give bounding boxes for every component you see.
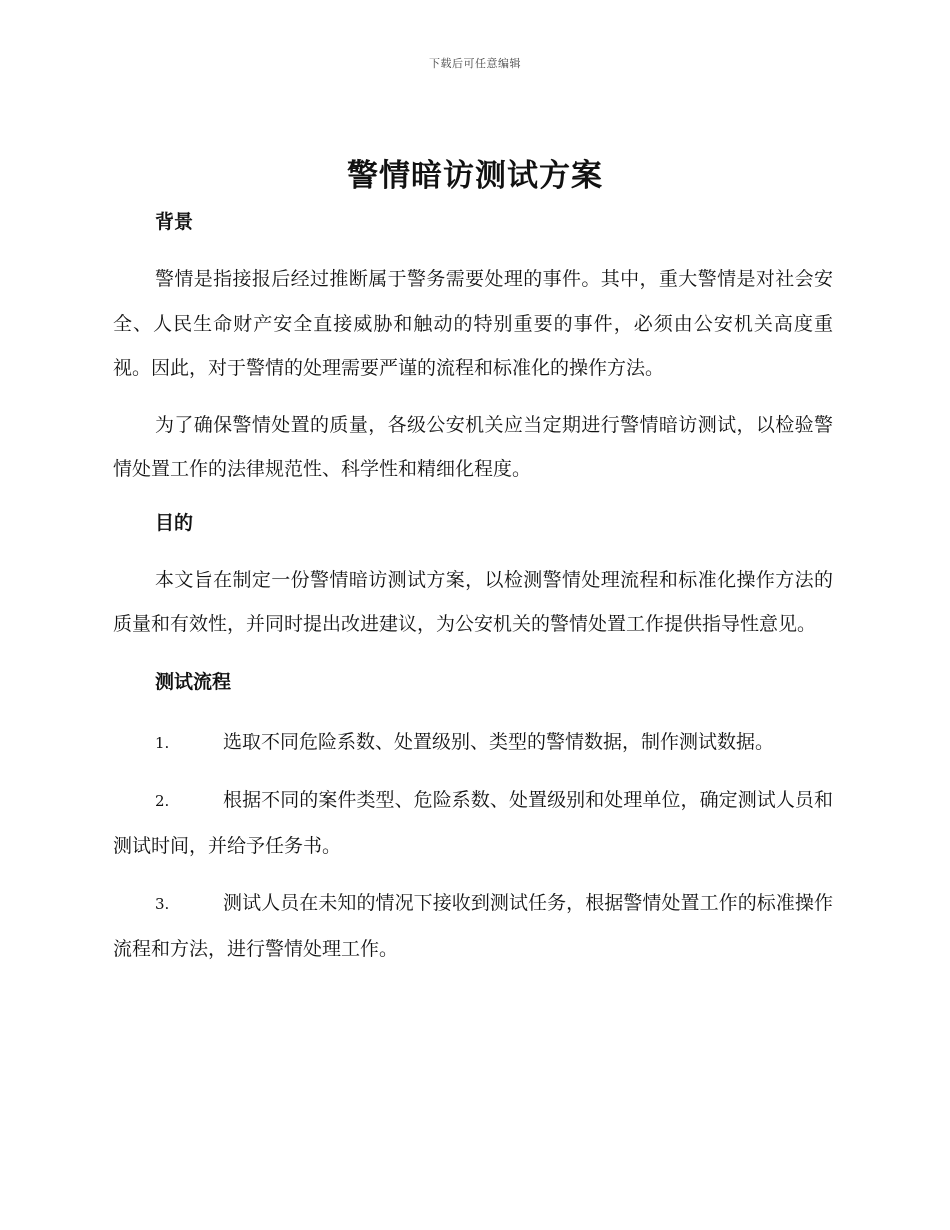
paragraph: 警情是指接报后经过推断属于警务需要处理的事件。其中，重大警情是对社会安全、人民生命财产安全直接威胁和触动的特别重要的事件，必须由公安机关高度重视。因此，对于警情的处理需要严谨的流程和标准化的操作方法。 (113, 268, 833, 379)
section-heading-background: 背景 (155, 211, 194, 233)
list-item-number: 3. (155, 894, 170, 913)
list-item (113, 720, 833, 766)
running-header: 下载后可任意编辑 (429, 57, 521, 70)
paragraph: 本文旨在制定一份警情暗访测试方案，以检测警情处理流程和标准化操作方法的质量和有效性，并同时提出改进建议，为公安机关的警情处置工作提供指导性意见。 (113, 568, 833, 635)
list-item-text: 测试人员在未知的情况下接收到测试任务，根据警情处置工作的标准操作流程和方法，进行警情处理工作。 (113, 891, 833, 960)
list-item-text: 根据不同的案件类型、危险系数、处置级别和处理单位，确定测试人员和测试时间，并给予任务书。 (113, 788, 833, 857)
paragraph: 为了确保警情处置的质量，各级公安机关应当定期进行警情暗访测试，以检验警情处置工作的法律规范性、科学性和精细化程度。 (113, 413, 833, 480)
document-body (113, 205, 833, 972)
document-title: 警情暗访测试方案 (347, 158, 603, 194)
section-heading-process: 测试流程 (155, 670, 232, 693)
list-item-number: 2. (155, 791, 170, 810)
list-item-number: 1. (155, 733, 170, 752)
list-item-text: 选取不同危险系数、处置级别、类型的警情数据，制作测试数据。 (223, 730, 775, 753)
list-item (113, 881, 833, 972)
section-heading-purpose: 目的 (155, 511, 194, 534)
list-item (113, 778, 833, 869)
